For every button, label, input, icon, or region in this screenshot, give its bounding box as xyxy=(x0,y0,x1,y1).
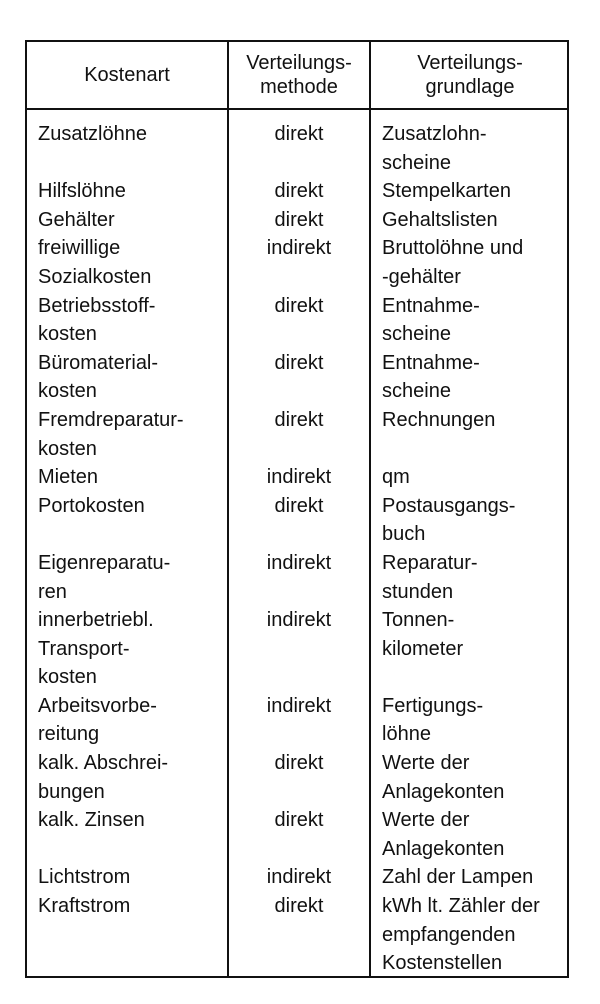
table-row xyxy=(27,292,567,349)
cell-verteilungsmethode: indirekt xyxy=(266,466,332,489)
cell-verteilungsgrundlage: Zusatzlohn- scheine xyxy=(382,123,487,174)
cell-kostenart: Zusatzlöhne xyxy=(38,123,147,145)
cell-verteilungsgrundlage: Stempelkarten xyxy=(382,180,511,203)
cell-kostenart: Arbeitsvorbe- reitung xyxy=(38,694,157,746)
table-row xyxy=(27,349,567,406)
table-row xyxy=(27,806,567,863)
table-row xyxy=(27,863,567,892)
header-kostenart: Kostenart xyxy=(84,64,170,86)
cell-verteilungsgrundlage: Tonnen- kilometer xyxy=(382,609,464,660)
cell-verteilungsgrundlage: Bruttolöhne und -gehälter xyxy=(382,237,524,288)
cell-verteilungsmethode: direkt xyxy=(274,123,324,145)
table-row xyxy=(27,234,567,291)
header-divider xyxy=(27,108,567,110)
cell-kostenart: innerbetriebl. Transport- kosten xyxy=(38,609,154,689)
cell-kostenart: Kraftstrom xyxy=(38,895,131,918)
cell-verteilungsmethode: direkt xyxy=(274,752,324,775)
cell-verteilungsgrundlage: kWh lt. Zähler der empfangenden Kostenstellen xyxy=(382,895,540,975)
cell-verteilungsgrundlage: Postausgangs- buch xyxy=(382,494,516,546)
header-verteilungsgrundlage: Verteilungs- grundlage xyxy=(417,52,523,98)
cell-verteilungsgrundlage: qm xyxy=(382,466,410,489)
cell-kostenart: Gehälter xyxy=(38,208,115,231)
cell-verteilungsgrundlage: Werte der Anlagekonten xyxy=(382,809,505,860)
cell-kostenart: Mieten xyxy=(38,466,99,489)
table-row xyxy=(27,177,567,206)
cell-kostenart: Fremdreparatur- kosten xyxy=(38,408,184,460)
cell-kostenart: kalk. Zinsen xyxy=(38,809,145,832)
table-row xyxy=(27,892,567,978)
cell-verteilungsmethode: direkt xyxy=(274,408,324,431)
table-row xyxy=(27,492,567,549)
cell-verteilungsmethode: direkt xyxy=(274,809,324,832)
cell-verteilungsmethode: indirekt xyxy=(266,694,332,717)
cell-verteilungsmethode: direkt xyxy=(274,208,324,231)
cell-verteilungsmethode: indirekt xyxy=(266,866,332,889)
cell-verteilungsgrundlage: Fertigungs- löhne xyxy=(382,694,484,746)
cell-kostenart: Portokosten xyxy=(38,494,145,517)
table-row xyxy=(27,606,567,692)
cell-verteilungsgrundlage: Entnahme- scheine xyxy=(382,351,480,403)
cell-verteilungsmethode: indirekt xyxy=(266,609,332,632)
cell-verteilungsmethode: direkt xyxy=(274,494,324,517)
cell-verteilungsgrundlage: Zahl der Lampen xyxy=(382,866,534,889)
table-body xyxy=(27,120,567,978)
table-row xyxy=(27,206,567,235)
table-row xyxy=(27,692,567,749)
cell-kostenart: Eigenreparatu- ren xyxy=(38,551,171,603)
cell-verteilungsgrundlage: Werte der Anlagekonten xyxy=(382,752,505,803)
cell-verteilungsgrundlage: Reparatur- stunden xyxy=(382,551,478,603)
cell-kostenart: Betriebsstoff- kosten xyxy=(38,294,156,346)
header-verteilungsmethode: Verteilungs- methode xyxy=(246,52,352,98)
cell-verteilungsgrundlage: Entnahme- scheine xyxy=(382,294,480,346)
cell-kostenart: Lichtstrom xyxy=(38,866,131,889)
cell-verteilungsmethode: indirekt xyxy=(266,237,332,260)
cell-verteilungsmethode: direkt xyxy=(274,294,324,317)
cell-verteilungsgrundlage: Rechnungen xyxy=(382,408,496,431)
cell-verteilungsmethode: direkt xyxy=(274,895,324,918)
cell-kostenart: Hilfslöhne xyxy=(38,180,126,203)
table-row xyxy=(27,406,567,463)
cell-verteilungsmethode: direkt xyxy=(274,351,324,374)
cost-distribution-table xyxy=(25,40,569,978)
cell-verteilungsmethode: indirekt xyxy=(266,551,332,574)
cell-kostenart: Büromaterial- kosten xyxy=(38,351,159,403)
cell-verteilungsmethode: direkt xyxy=(274,180,324,203)
table-row xyxy=(27,749,567,806)
table-row xyxy=(27,120,567,177)
table-row xyxy=(27,463,567,492)
cell-verteilungsgrundlage: Gehaltslisten xyxy=(382,208,498,231)
table-row xyxy=(27,549,567,606)
cell-kostenart: kalk. Abschrei- bungen xyxy=(38,752,169,803)
cell-kostenart: freiwillige Sozialkosten xyxy=(38,237,152,288)
